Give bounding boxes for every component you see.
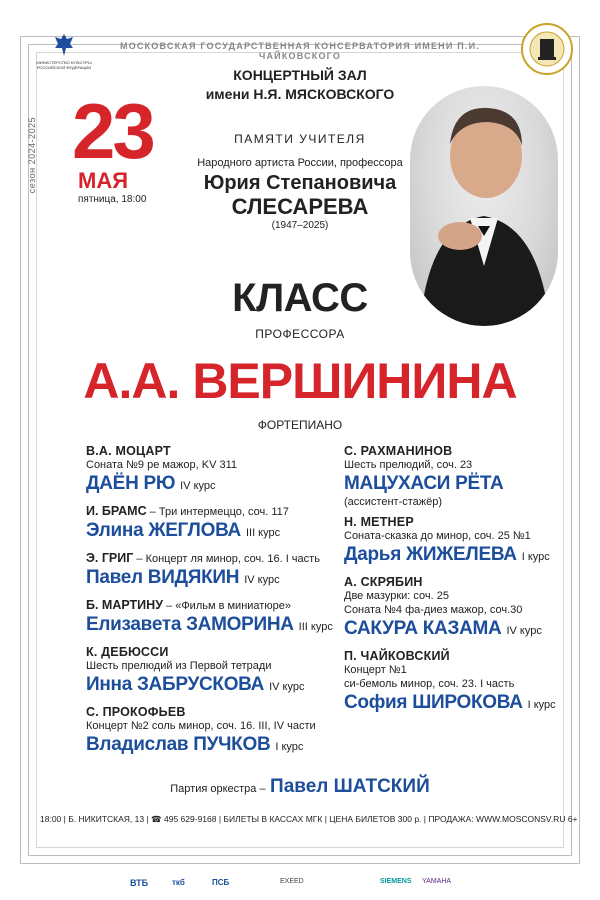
- seal-emblem-icon: [520, 22, 574, 76]
- orchestra-label: Партия оркестра –: [170, 783, 266, 795]
- performer: [86, 566, 346, 592]
- venue-line1: КОНЦЕРТНЫЙ ЗАЛ: [233, 67, 367, 83]
- composer: С. ПРОКОФЬЕВ: [86, 705, 186, 719]
- sponsor-logo: EXEED: [280, 878, 304, 885]
- memorial-years: (1947–2025): [271, 220, 329, 231]
- work: Концерт №2 соль минор, соч. 16. III, IV части: [86, 720, 316, 732]
- program-item: [86, 645, 346, 699]
- footer-sale: ПРОДАЖА: WWW.MOSCONSV.RU: [428, 814, 566, 824]
- composer: С. РАХМАНИНОВ: [344, 444, 453, 458]
- composer: Б. МАРТИНУ: [86, 598, 163, 612]
- performer-name: ДАЁН РЮ: [86, 473, 176, 494]
- course: IV курс: [180, 480, 216, 492]
- composer: В.А. МОЦАРТ: [86, 444, 171, 458]
- performer: [86, 519, 346, 545]
- class-word: КЛАСС: [232, 276, 368, 320]
- footer-age: 6+: [567, 814, 578, 824]
- work: Концерт №1: [344, 664, 407, 676]
- performer: [86, 613, 346, 639]
- performer-name: Инна ЗАБРУСКОВА: [86, 674, 265, 695]
- footer-tickets: БИЛЕТЫ В КАССАХ МГК: [223, 814, 323, 824]
- professor-name: А.А. ВЕРШИНИНА: [83, 353, 517, 409]
- date-day: 23: [72, 87, 153, 175]
- memorial-name: Юрия Степановича: [203, 172, 397, 194]
- program-item: [344, 649, 564, 717]
- memorial-surname: СЛЕСАРЕВА: [231, 194, 369, 219]
- program-right: [344, 444, 564, 723]
- work-line: [86, 598, 346, 613]
- program-item: [86, 504, 346, 545]
- work-2: Соната №4 фа-диез мажор, соч.30: [344, 604, 523, 616]
- work: Соната №9 ре мажор, KV 311: [86, 459, 238, 471]
- conservatory-seal: [520, 22, 574, 76]
- date-weekday-time: пятница, 18:00: [78, 194, 147, 205]
- program-left: [86, 444, 346, 765]
- memorial-block: [170, 131, 430, 232]
- work-line: [86, 504, 346, 519]
- sponsor-logo: ПСБ: [212, 878, 230, 887]
- ministry-logo: [34, 32, 94, 70]
- work: – «Фильм в миниатюре»: [162, 600, 291, 612]
- instrument: ФОРТЕПИАНО: [257, 418, 343, 432]
- sponsors-bar: [100, 878, 500, 892]
- work: Шесть прелюдий из Первой тетради: [86, 660, 272, 672]
- work-line: [86, 551, 346, 566]
- memorial-subtitle: Народного артиста России, профессора: [197, 157, 403, 169]
- performer: [344, 617, 564, 643]
- program-item: [86, 705, 346, 759]
- season-label: сезон 2024-2025: [27, 116, 37, 194]
- sponsor-logo: ткб: [172, 878, 185, 887]
- program-item: [344, 575, 564, 643]
- performer-name: Элина ЖЕГЛОВА: [86, 520, 241, 541]
- course: I курс: [521, 551, 550, 563]
- course: IV курс: [506, 625, 542, 637]
- footer-address: Б. НИКИТСКАЯ, 13: [68, 814, 145, 824]
- composer: К. ДЕБЮССИ: [86, 645, 169, 659]
- performer: [86, 733, 346, 759]
- performer-name: Владислав ПУЧКОВ: [86, 734, 271, 755]
- venue-line2: имени Н.Я. МЯСКОВСКОГО: [205, 86, 395, 102]
- work: – Три интермеццо, соч. 117: [146, 506, 289, 518]
- performer: [344, 472, 564, 495]
- sponsor-logo: SIEMENS: [380, 878, 412, 885]
- ministry-text: МИНИСТЕРСТВО КУЛЬТУРЫ РОССИЙСКОЙ ФЕДЕРАЦИИ: [36, 60, 92, 70]
- work: – Концерт ля минор, соч. 16. I часть: [133, 553, 320, 565]
- composer: П. ЧАЙКОВСКИЙ: [344, 649, 450, 663]
- orchestra-name: Павел ШАТСКИЙ: [270, 776, 430, 797]
- performer-name: МАЦУХАСИ РЁТА: [344, 473, 504, 494]
- conservatory-name: МОСКОВСКАЯ ГОСУДАРСТВЕННАЯ КОНСЕРВАТОРИЯ ИМЕНИ П.И. ЧАЙКОВСКОГО: [120, 41, 480, 61]
- performer: [344, 543, 564, 569]
- performer: [86, 673, 346, 699]
- course: I курс: [527, 699, 556, 711]
- work: Две мазурки: соч. 25: [344, 590, 449, 602]
- performer-note: (ассистент-стажёр): [344, 496, 443, 508]
- composer: Н. МЕТНЕР: [344, 515, 414, 529]
- work: Соната-сказка до минор, соч. 25 №1: [344, 530, 531, 542]
- performer-name: София ШИРОКОВА: [344, 692, 523, 713]
- course: III курс: [298, 621, 333, 633]
- venue-block: [200, 66, 400, 104]
- course: III курс: [245, 527, 281, 539]
- program-item: [86, 598, 346, 639]
- professor-word: ПРОФЕССОРА: [255, 327, 345, 341]
- composer: Э. ГРИГ: [86, 551, 134, 565]
- performer-name: Елизавета ЗАМОРИНА: [86, 614, 294, 635]
- program-item: [86, 551, 346, 592]
- phone-icon: ☎: [151, 814, 162, 824]
- course: IV курс: [244, 574, 280, 586]
- program-item: [344, 444, 564, 509]
- footer-info: 18:00 | Б. НИКИТСКАЯ, 13 | ☎ 495 629-9168 | БИЛЕТЫ В КАССАХ МГК | ЦЕНА БИЛЕТОВ 300 р. | ПРОДАЖА: WWW.MOSCONSV.RU 6+: [40, 814, 578, 824]
- memorial-title: ПАМЯТИ УЧИТЕЛЯ: [234, 132, 366, 146]
- course: I курс: [275, 741, 304, 753]
- work: Шесть прелюдий, соч. 23: [344, 459, 473, 471]
- footer-time: 18:00: [40, 814, 62, 824]
- orchestra-line: [100, 776, 500, 798]
- date-month: МАЯ: [78, 168, 129, 193]
- eagle-emblem-icon: [53, 32, 75, 58]
- footer-phone: 495 629-9168: [164, 814, 217, 824]
- course: IV курс: [269, 681, 305, 693]
- performer-name: Павел ВИДЯКИН: [86, 567, 240, 588]
- program-item: [344, 515, 564, 569]
- performer: [344, 691, 564, 717]
- work-2: си-бемоль минор, соч. 23. I часть: [344, 678, 515, 690]
- performer-name: САКУРА КАЗАМА: [344, 618, 502, 639]
- sponsor-logo: YAMAHA: [422, 878, 452, 885]
- sponsor-logo: ВТБ: [130, 878, 149, 888]
- composer: И. БРАМС: [86, 504, 147, 518]
- performer-name: Дарья ЖИЖЕЛЕВА: [344, 544, 517, 565]
- footer-price: ЦЕНА БИЛЕТОВ 300 р.: [329, 814, 422, 824]
- concert-date: [72, 87, 172, 205]
- performer: [86, 472, 346, 498]
- composer: А. СКРЯБИН: [344, 575, 423, 589]
- program-item: [86, 444, 346, 498]
